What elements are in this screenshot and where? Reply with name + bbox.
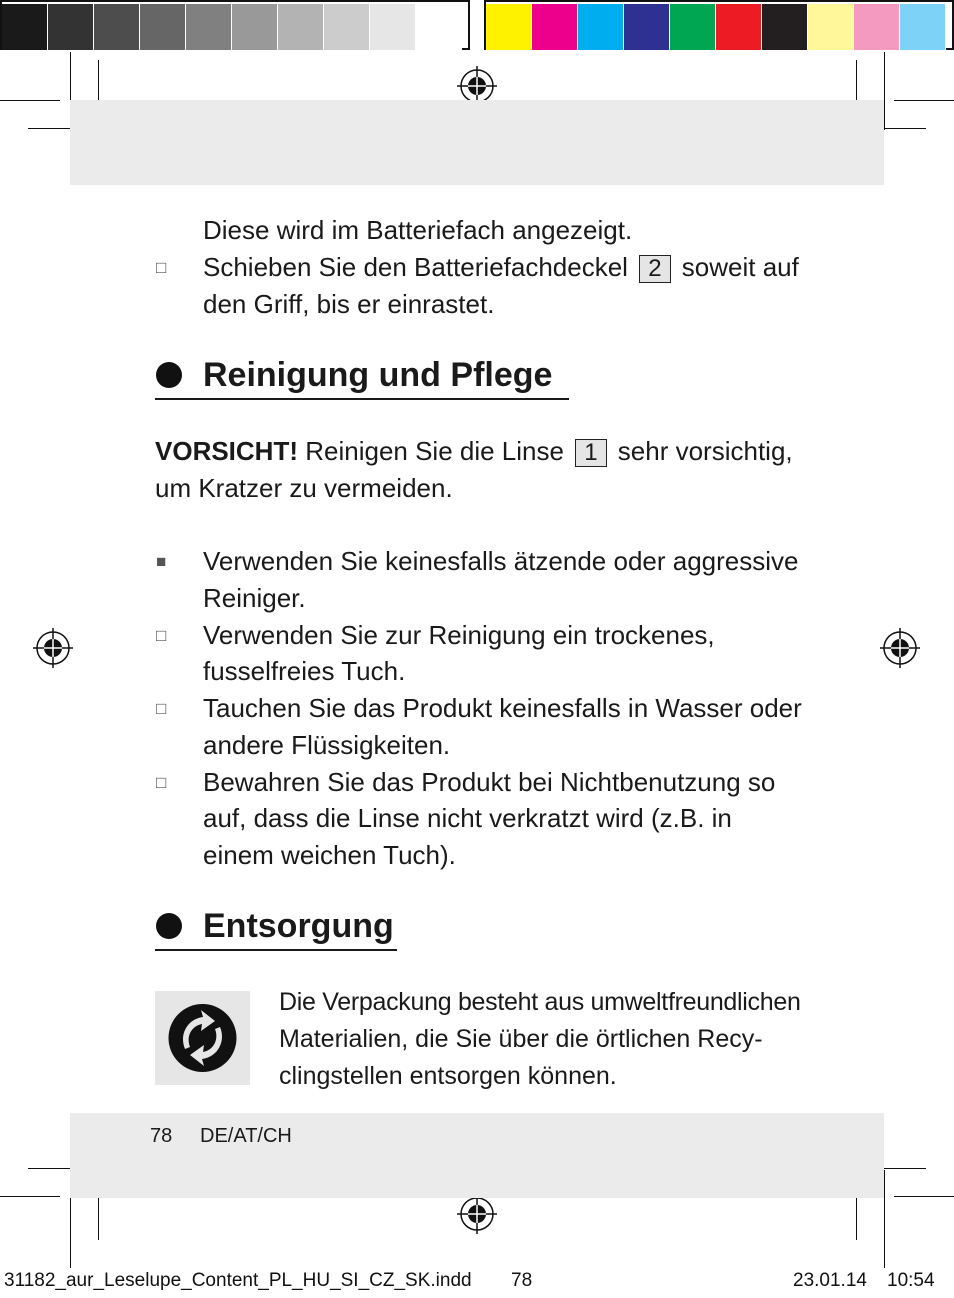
- list-item-text: Verwenden Sie keinesfalls ätzende oder aggressive: [203, 546, 799, 576]
- filled-square-icon: ■: [156, 552, 167, 571]
- list-item-text: einem weichen Tuch).: [203, 840, 456, 870]
- heading-underline: [155, 949, 397, 951]
- crop-mark: [856, 60, 857, 104]
- gray-swatch: [2, 4, 48, 50]
- process-color-bar: [484, 0, 954, 50]
- heading-bullet-icon: [156, 362, 182, 388]
- header-band: [70, 100, 884, 185]
- crop-mark: [884, 1170, 885, 1268]
- color-swatch: [716, 4, 762, 50]
- crop-mark: [0, 1196, 60, 1197]
- color-swatch: [762, 4, 808, 50]
- grayscale-color-bar: [0, 0, 470, 50]
- color-swatch: [532, 4, 578, 50]
- list-item: [203, 249, 799, 286]
- registration-mark-icon: [457, 1194, 497, 1234]
- color-swatch: [578, 4, 624, 50]
- section-heading: Entsorgung: [203, 907, 394, 945]
- caution-label: VORSICHT!: [155, 436, 298, 466]
- gray-swatch: [370, 4, 416, 50]
- disposal-text: Materialien, die Sie über die örtlichen Recy-: [279, 1025, 763, 1053]
- list-item-text: soweit auf: [681, 252, 799, 282]
- registration-mark-icon: [33, 628, 73, 668]
- gray-swatch: [94, 4, 140, 50]
- crop-mark: [98, 60, 99, 104]
- list-item-text: Bewahren Sie das Produkt bei Nichtbenutzung so: [203, 767, 776, 797]
- crop-mark: [856, 1196, 857, 1240]
- gray-swatch: [278, 4, 324, 50]
- crop-mark: [894, 100, 954, 101]
- color-swatch: [624, 4, 670, 50]
- gray-swatch: [324, 4, 370, 50]
- crop-mark: [0, 100, 60, 101]
- color-swatch: [854, 4, 900, 50]
- gray-swatch: [416, 4, 462, 50]
- caution-text: sehr vorsichtig,: [617, 436, 793, 466]
- region-label: DE/AT/CH: [200, 1125, 292, 1147]
- footer-band: [70, 1113, 884, 1198]
- open-square-icon: □: [156, 773, 167, 792]
- heading-underline: [155, 398, 569, 400]
- part-reference: 2: [639, 255, 670, 283]
- list-item-text: Schieben Sie den Batteriefachdeckel: [203, 252, 628, 282]
- heading-bullet-icon: [156, 913, 182, 939]
- section-heading: Reinigung und Pflege: [203, 356, 553, 394]
- color-swatch: [670, 4, 716, 50]
- color-swatch: [808, 4, 854, 50]
- list-item-text: den Griff, bis er einrastet.: [203, 289, 495, 319]
- open-square-icon: □: [156, 699, 167, 718]
- gray-swatch: [232, 4, 278, 50]
- list-item-text: auf, dass die Linse nicht verkratzt wird (z.B. in: [203, 803, 732, 833]
- open-square-icon: □: [156, 258, 167, 277]
- slug-filename: 31182_aur_Leselupe_Content_PL_HU_SI_CZ_SK.indd: [4, 1270, 472, 1291]
- caution-paragraph: [155, 433, 793, 470]
- page-number: 78: [150, 1125, 173, 1147]
- green-dot-recycling-icon: [155, 991, 250, 1085]
- crop-mark: [894, 1196, 954, 1197]
- list-item-text: Reiniger.: [203, 583, 306, 613]
- list-item-text: andere Flüssigkeiten.: [203, 730, 451, 760]
- registration-mark-icon: [880, 628, 920, 668]
- slug-time: 10:54: [887, 1270, 935, 1291]
- disposal-text: clingstellen entsorgen können.: [279, 1062, 617, 1090]
- part-reference: 1: [575, 439, 606, 467]
- color-swatch: [900, 4, 946, 50]
- color-swatch: [486, 4, 532, 50]
- slug-date: 23.01.14: [793, 1270, 867, 1291]
- list-item-text: Tauchen Sie das Produkt keinesfalls in Wasser oder: [203, 693, 802, 723]
- gray-swatch: [186, 4, 232, 50]
- continuation-line: Diese wird im Batteriefach angezeigt.: [203, 215, 633, 245]
- crop-mark: [98, 1196, 99, 1240]
- gray-swatch: [48, 4, 94, 50]
- gray-swatch: [140, 4, 186, 50]
- caution-text: um Kratzer zu vermeiden.: [155, 473, 453, 503]
- crop-mark: [884, 52, 885, 130]
- caution-text: Reinigen Sie die Linse: [305, 436, 564, 466]
- disposal-text: Die Verpackung besteht aus umweltfreundlichen: [279, 988, 801, 1016]
- list-item-text: fusselfreies Tuch.: [203, 656, 406, 686]
- slug-page: 78: [511, 1270, 533, 1291]
- open-square-icon: □: [156, 626, 167, 645]
- list-item-text: Verwenden Sie zur Reinigung ein trockenes,: [203, 620, 715, 650]
